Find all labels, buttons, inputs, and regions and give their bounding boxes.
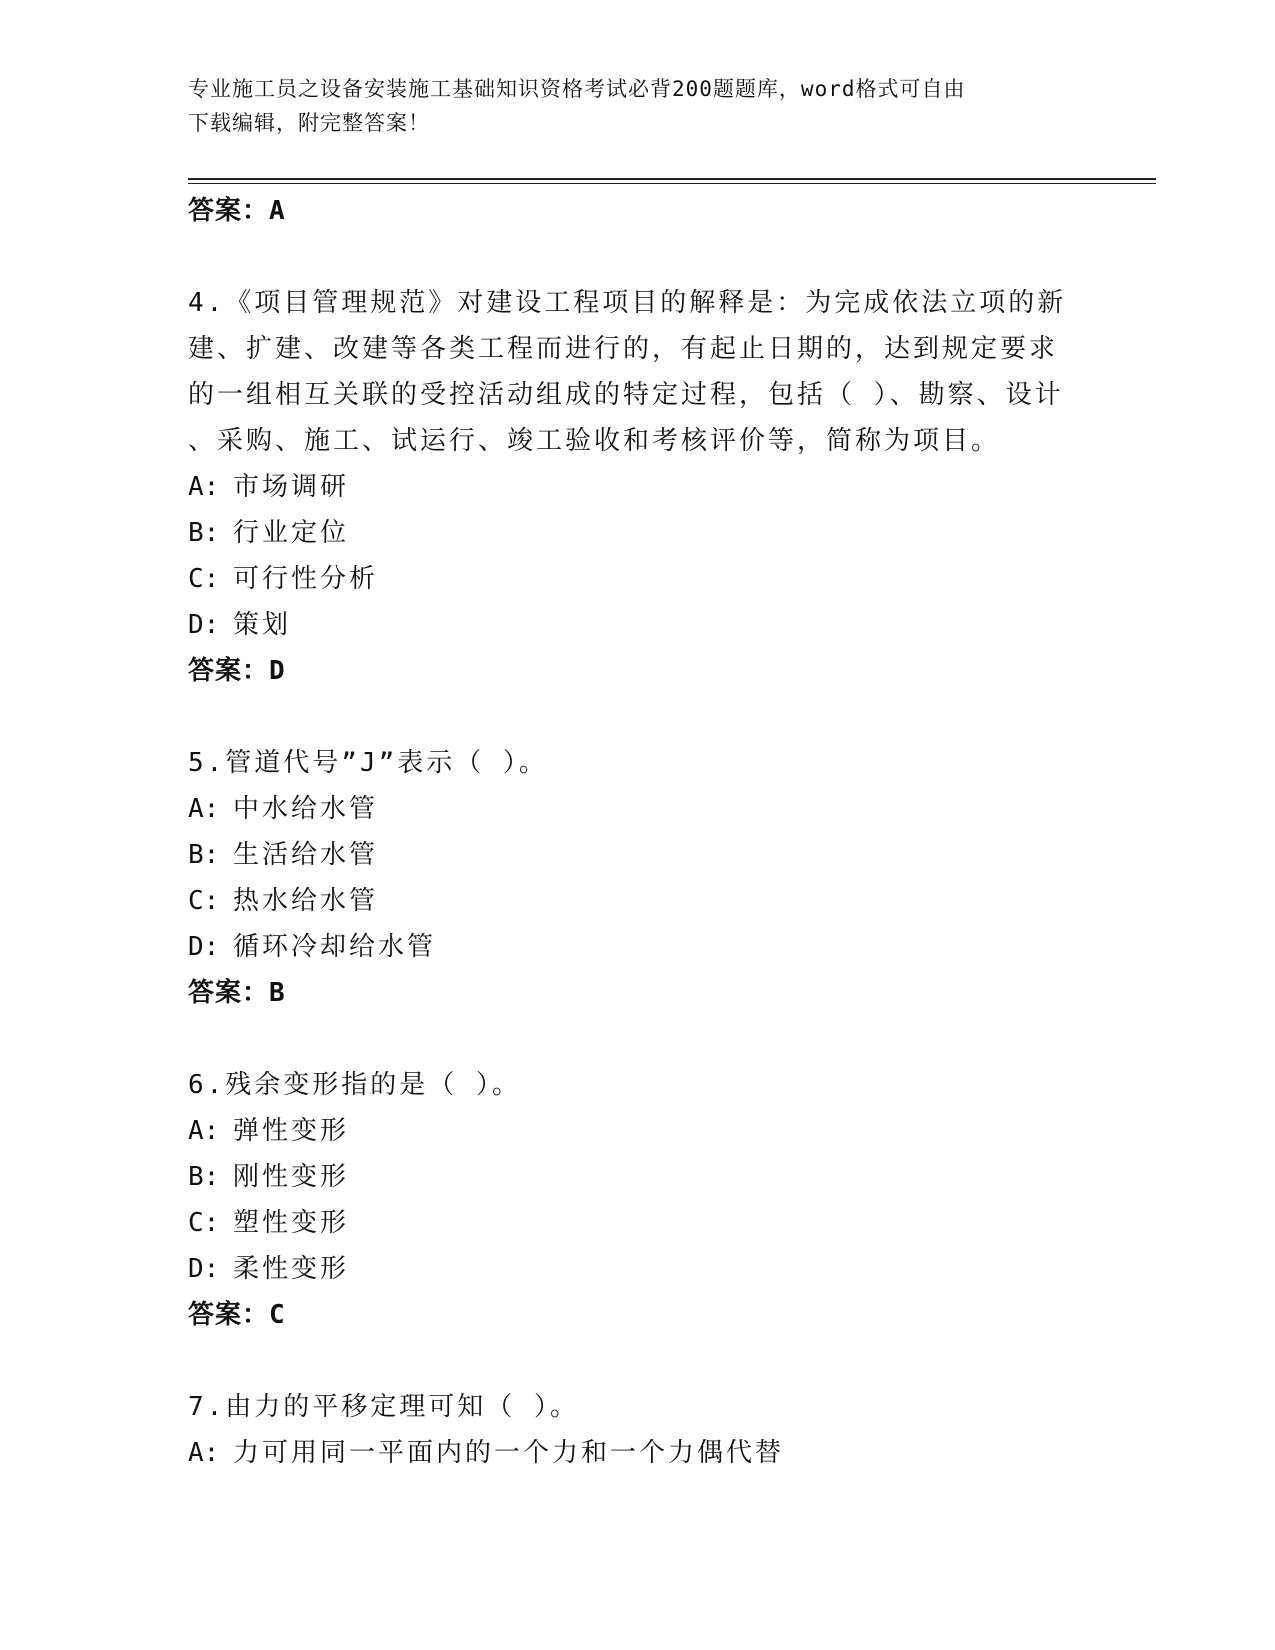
answer-label: 答案： — [188, 656, 270, 686]
option-text: 热水给水管 — [233, 886, 379, 916]
option-a — [188, 464, 1088, 510]
answer-line — [188, 970, 1088, 1016]
answer-value: D — [269, 656, 286, 686]
header-line: 下载编辑，附完整答案！ — [188, 111, 430, 135]
option-key: B: — [188, 1162, 220, 1192]
question-block — [188, 280, 1088, 694]
option-key: D: — [188, 610, 220, 640]
option-key: C: — [188, 886, 220, 916]
question-stem: 、采购、施工、试运行、竣工验收和考核评价等，简称为项目。 — [188, 426, 1001, 456]
question-stem: 7.由力的平移定理可知（ ）。 — [188, 1392, 579, 1422]
answer-label: 答案： — [188, 196, 270, 226]
option-text: 行业定位 — [233, 518, 350, 548]
answer-value: C — [269, 1300, 286, 1330]
answer-line — [188, 1292, 1088, 1338]
option-a — [188, 1430, 1088, 1476]
option-a — [188, 1108, 1088, 1154]
option-text: 力可用同一平面内的一个力和一个力偶代替 — [233, 1438, 785, 1468]
option-key: B: — [188, 518, 220, 548]
option-key: D: — [188, 932, 220, 962]
option-key: C: — [188, 564, 220, 594]
option-key: A: — [188, 794, 220, 824]
option-text: 市场调研 — [233, 472, 350, 502]
answer-label: 答案： — [188, 1300, 270, 1330]
option-text: 塑性变形 — [233, 1208, 350, 1238]
question-stem: 建、扩建、改建等各类工程而进行的，有起止日期的，达到规定要求 — [188, 334, 1059, 364]
option-c — [188, 878, 1088, 924]
option-text: 可行性分析 — [233, 564, 379, 594]
option-text: 中水给水管 — [233, 794, 379, 824]
option-key: A: — [188, 472, 220, 502]
option-d — [188, 602, 1088, 648]
option-text: 生活给水管 — [233, 840, 379, 870]
option-key: A: — [188, 1438, 220, 1468]
option-text: 弹性变形 — [233, 1116, 350, 1146]
answer-line — [188, 188, 1088, 234]
option-key: B: — [188, 840, 220, 870]
option-text: 循环冷却给水管 — [233, 932, 437, 962]
document-header — [188, 72, 1068, 140]
answer-value: A — [269, 196, 286, 226]
option-key: A: — [188, 1116, 220, 1146]
option-b — [188, 832, 1088, 878]
question-block — [188, 1384, 1088, 1476]
option-d — [188, 1246, 1088, 1292]
header-rule — [188, 178, 1156, 180]
question-list — [188, 188, 1088, 1476]
option-text: 刚性变形 — [233, 1162, 350, 1192]
header-rule-thin — [188, 183, 1156, 184]
option-c — [188, 1200, 1088, 1246]
option-text: 柔性变形 — [233, 1254, 350, 1284]
option-b — [188, 1154, 1088, 1200]
question-stem: 6.残余变形指的是（ ）。 — [188, 1070, 521, 1100]
option-d — [188, 924, 1088, 970]
option-key: C: — [188, 1208, 220, 1238]
option-key: D: — [188, 1254, 220, 1284]
answer-label: 答案： — [188, 978, 270, 1008]
question-block — [188, 1062, 1088, 1338]
option-a — [188, 786, 1088, 832]
question-stem: 4.《项目管理规范》对建设工程项目的解释是：为完成依法立项的新 — [188, 288, 1067, 318]
answer-line — [188, 648, 1088, 694]
question-block — [188, 740, 1088, 1016]
option-text: 策划 — [233, 610, 292, 640]
question-stem: 的一组相互关联的受控活动组成的特定过程，包括（ ）、勘察、设计 — [188, 380, 1064, 410]
answer-value: B — [269, 978, 286, 1008]
option-b — [188, 510, 1088, 556]
header-line: 专业施工员之设备安装施工基础知识资格考试必背200题题库，word格式可自由 — [188, 77, 966, 101]
question-stem: 5.管道代号”J”表示（ ）。 — [188, 748, 548, 778]
option-c — [188, 556, 1088, 602]
